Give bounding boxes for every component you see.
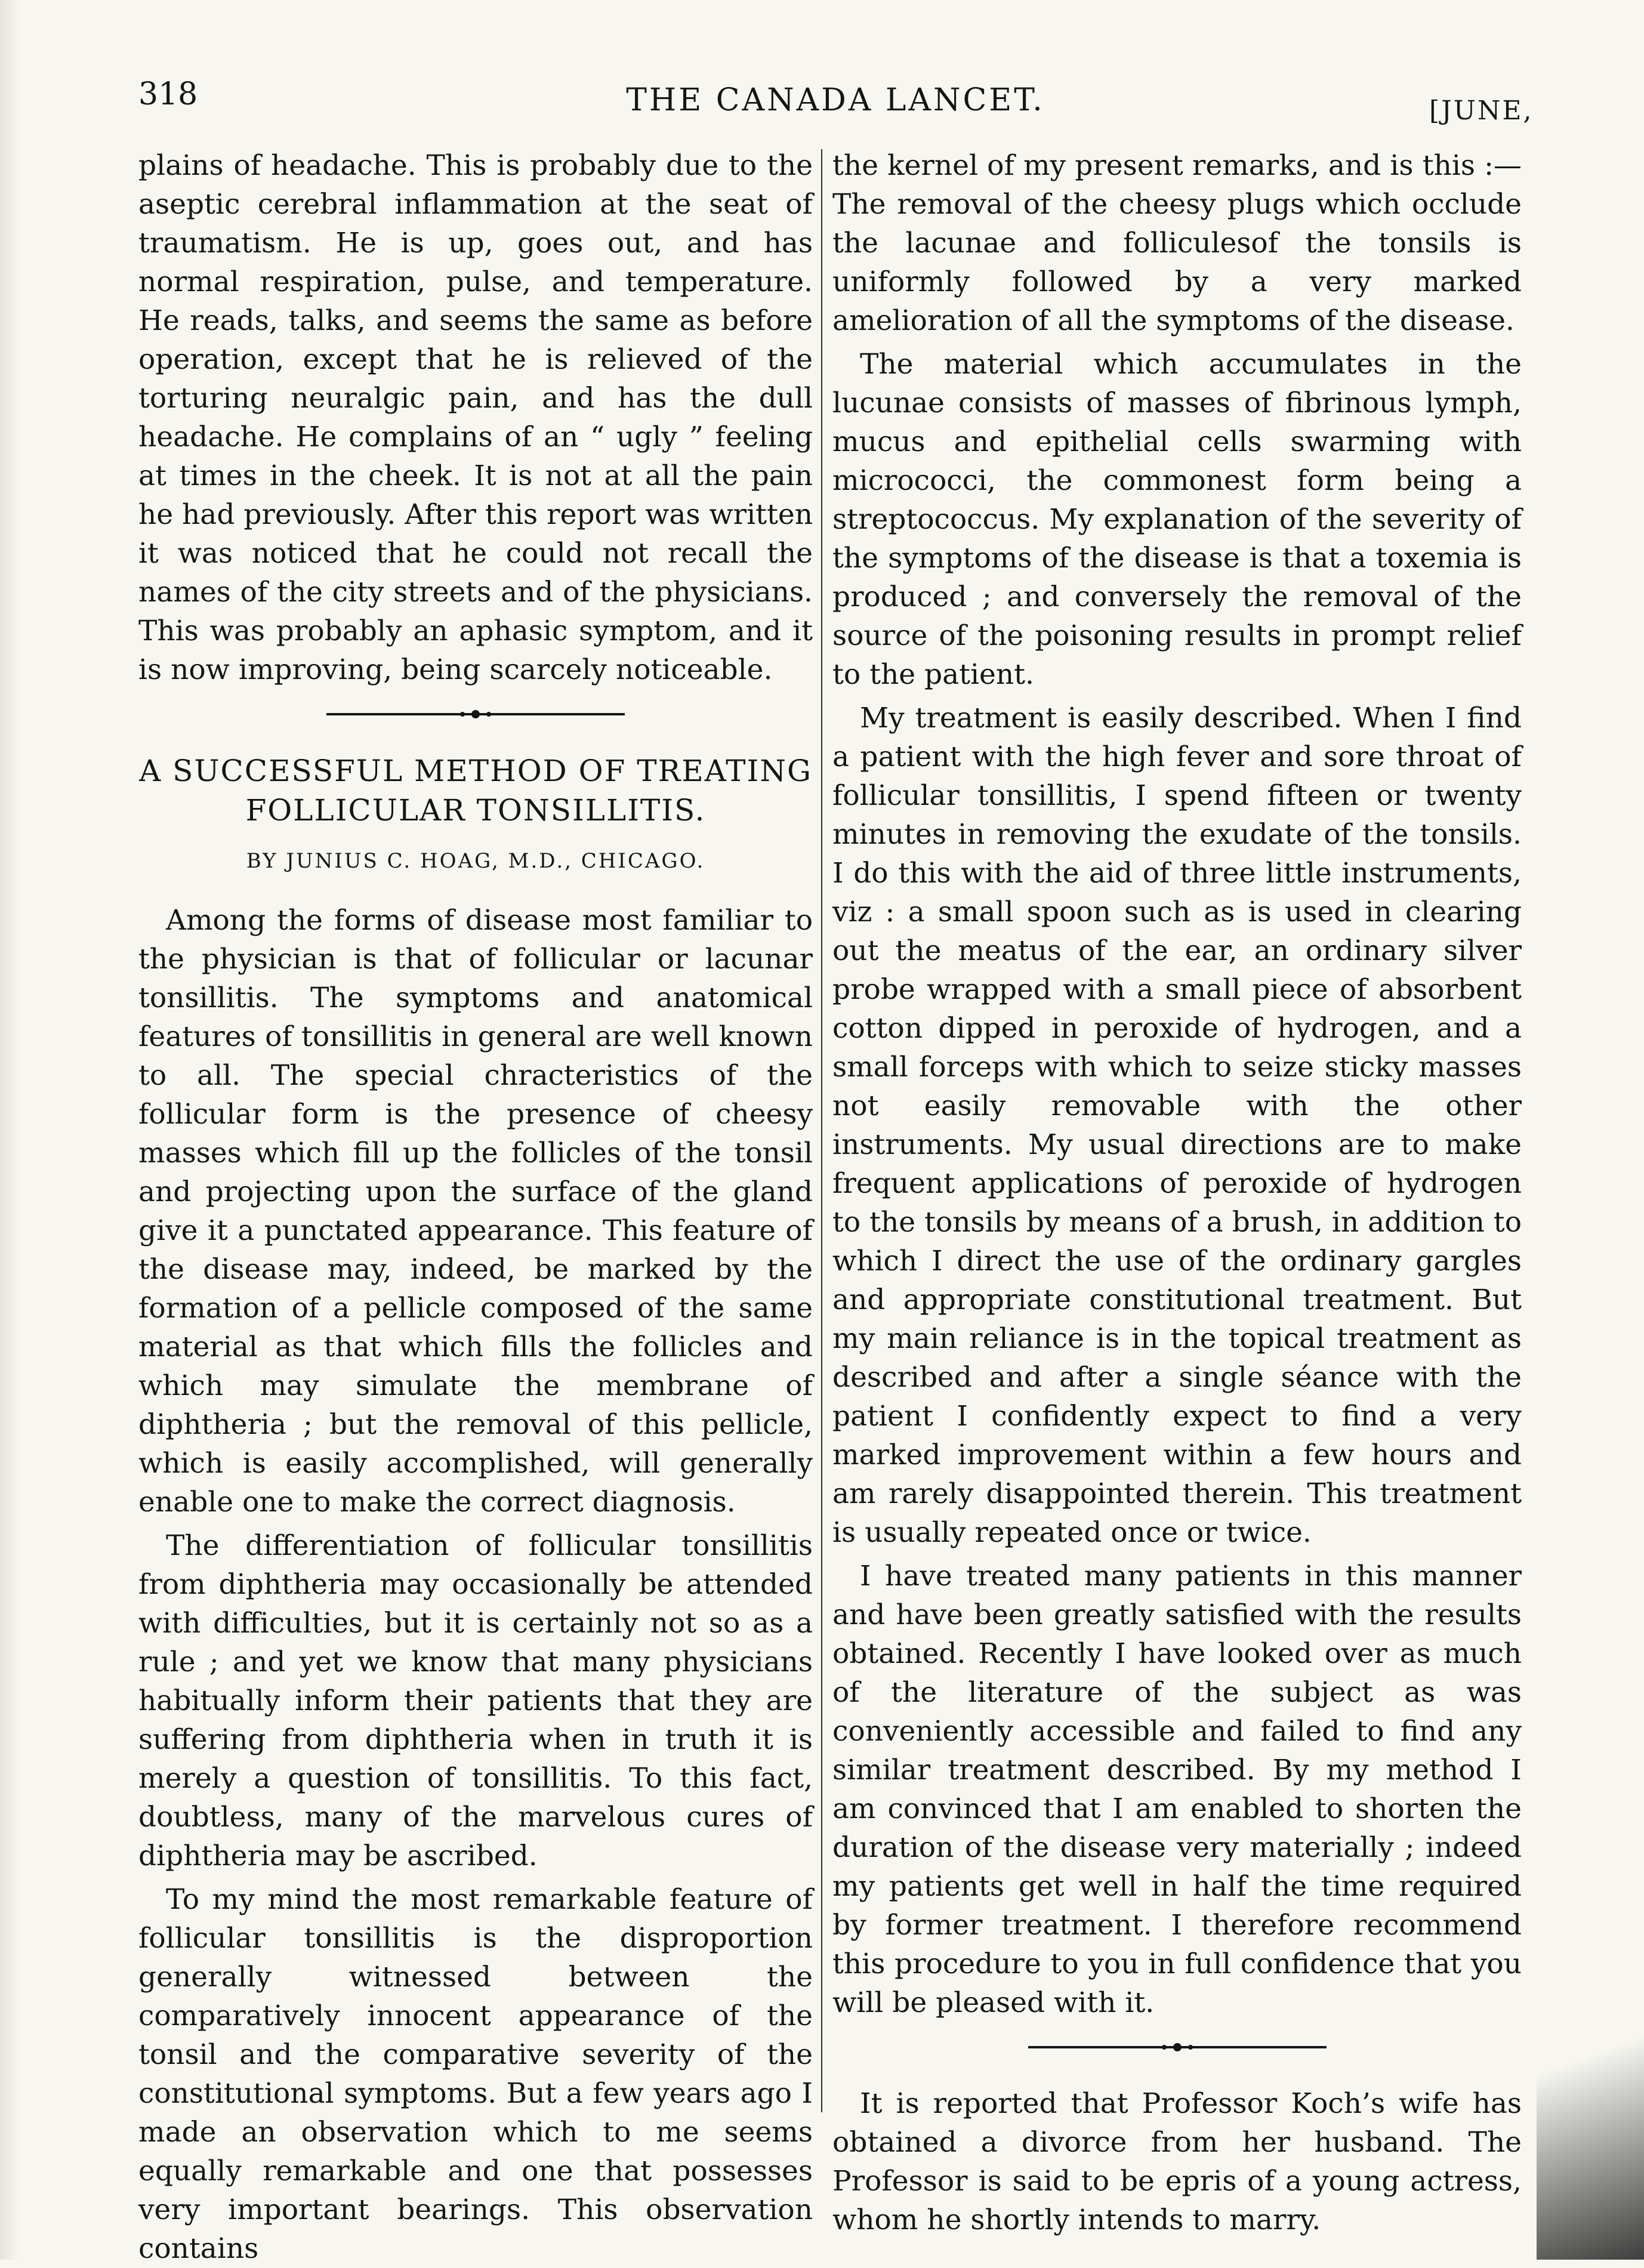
journal-title: THE CANADA LANCET. [626,82,1045,118]
page-binding-edge [0,0,20,2260]
previous-article-continuation: plains of headache. This is probably due to the aseptic cerebral inflammation at the seat of traumatism. He is up, goes out, and has normal respiration, pulse, and temperature. He reads, talks, and seems the same as before operation, except that he is relieved of the torturing neuralgic pain, and has the dull headache. He complains of an “ ugly ” feeling at times in the cheek. It is not at all the pain he had previously. After this report was written it was noticed that he could not recall the names of the city streets and of the physicians. This was probably an aphasic symptom, and it is now improving, being scarcely noticeable. [138,149,813,686]
section-ornament [326,707,625,721]
article-title: A SUCCESSFUL METHOD OF TREATING FOLLICULAR TONSILLITIS. [139,754,812,828]
section-ornament [1028,2040,1327,2054]
page-number: 318 [138,76,198,112]
article-paragraph: the kernel of my present remarks, and is this :— The removal of the cheesy plugs which occlude the lacunae and folliculesof the tonsils is uniformly followed by a very marked amelioration of all the symptoms of the disease. [832,149,1522,337]
article-paragraph: I have treated many patients in this manner and have been greatly satisfied with the results obtained. Recently I have looked over as much of the literature of the subject as was conveniently accessible and failed to find any similar treatment described. By my method I am convinced that I am enabled to shorten the duration of the disease very materially ; indeed my patients get well in half the time required by former treatment. I therefore recommend this procedure to you in full confidence that you will be pleased with it. [832,1560,1522,2019]
column-divider [821,149,822,2112]
issue-month: [JUNE, [1429,95,1534,126]
right-column [832,146,1522,2239]
left-column [138,146,813,2268]
article-paragraph: My treatment is easily described. When I find a patient with the high fever and sore throat of follicular tonsillitis, I spend fifteen or twenty minutes in removing the exudate of the tonsils. I do this with the aid of three little instruments, viz : a small spoon such as is used in clearing out the meatus of the ear, an ordinary silver probe wrapped with a small piece of absorbent cotton dipped in peroxide of hydrogen, and a small forceps with which to seize sticky masses not easily removable with the other instruments. My usual directions are to make frequent applications of peroxide of hydrogen to the tonsils by means of a brush, in addition to which I direct the use of the ordinary gargles and appropriate constitutional treatment. But my main reliance is in the topical treatment as described and after a single séance with the patient I confidently expect to find a very marked improvement within a few hours and am rarely disappointed therein. This treatment is usually repeated once or twice. [832,702,1522,1549]
article-byline: BY JUNIUS C. HOAG, M.D., CHICAGO. [246,849,705,873]
article-paragraph: The differentiation of follicular tonsillitis from diphtheria may occasionally be attended with difficulties, but it is certainly not so as a rule ; and yet we know that many physicians habitually inform their patients that they are suffering from diphtheria when in truth it is merely a question of tonsillitis. To this fact, doubtless, many of the marvelous cures of diphtheria may be ascribed. [138,1529,813,1872]
news-item: It is reported that Professor Koch’s wife has obtained a divorce from her husband. The Professor is said to be epris of a young actress, whom he shortly intends to marry. [832,2087,1522,2236]
article-paragraph: Among the forms of disease most familiar to the physician is that of follicular or lacunar tonsillitis. The symptoms and anatomical features of tonsillitis in general are well known to all. The special chracteristics of the follicular form is the presence of cheesy masses which fill up the follicles of the tonsil and projecting upon the surface of the gland give it a punctated appearance. This feature of the disease may, indeed, be marked by the formation of a pellicle composed of the same material as that which fills the follicles and which may simulate the membrane of diphtheria ; but the removal of this pellicle, which is easily accomplished, will generally enable one to make the correct diagnosis. [138,904,813,1519]
page-corner-shadow [1537,1926,1644,2260]
article-paragraph: To my mind the most remarkable feature of follicular tonsillitis is the disproportion generally witnessed between the comparatively innocent appearance of the tonsil and the comparative severity of the constitutional symptoms. But a few years ago I made an observation which to me seems equally remarkable and one that possesses very important bearings. This observation contains [138,1883,813,2265]
article-paragraph: The material which accumulates in the lucunae consists of masses of fibrinous lymph, mucus and epithelial cells swarming with micrococci, the commonest form being a streptococcus. My explanation of the severity of the symptoms of the disease is that a toxemia is produced ; and conversely the removal of the source of the poisoning results in prompt relief to the patient. [832,348,1522,691]
